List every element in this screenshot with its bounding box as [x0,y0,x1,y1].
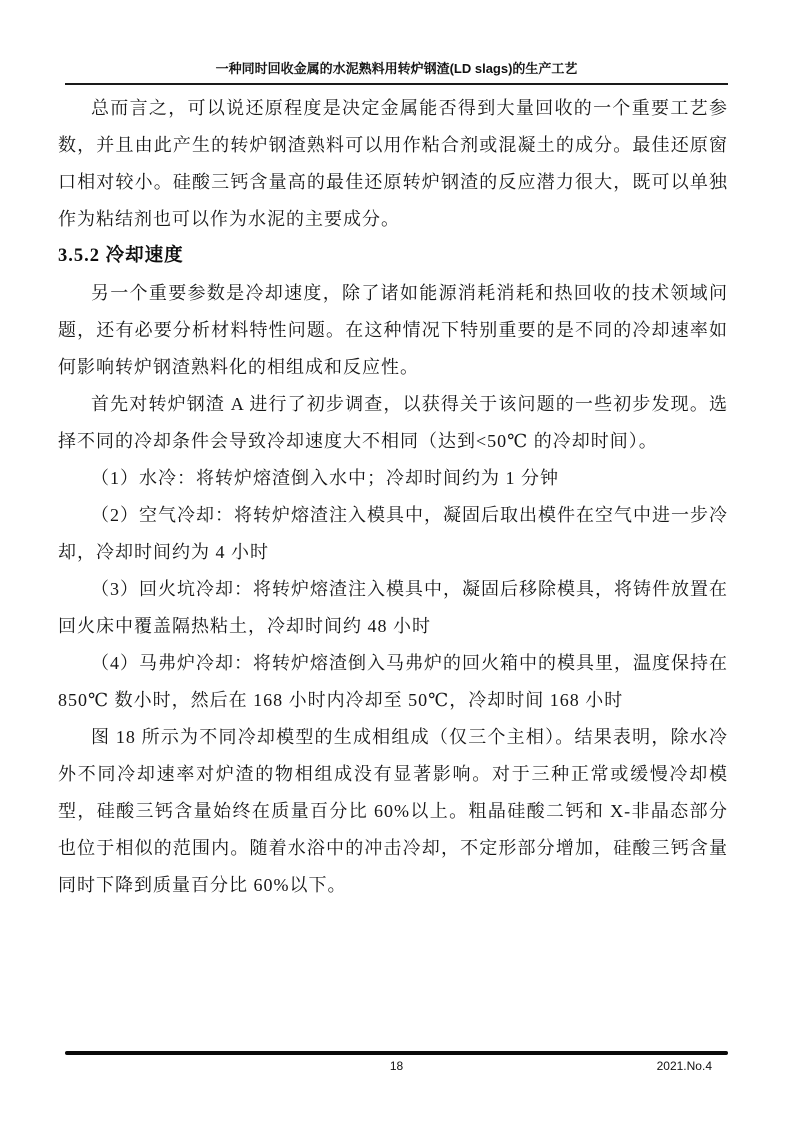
document-body [58,90,728,904]
paragraph-investigation: 首先对转炉钢渣 A 进行了初步调查，以获得关于该问题的一些初步发现。选择不同的冷却条件会导致冷却速度大不相同（达到<50℃ 的冷却时间）。 [58,394,728,451]
footer-page-number: 18 [389,1059,404,1073]
section-heading-3-5-2: 3.5.2 冷却速度 [58,246,184,266]
header-divider [65,83,728,85]
footer-divider [65,1051,728,1055]
running-header-title: 一种同时回收金属的水泥熟料用转炉钢渣(LD slags)的生产工艺 [215,61,578,76]
paragraph-cooling-intro: 另一个重要参数是冷却速度，除了诸如能源消耗消耗和热回收的技术领域问题，还有必要分析材料特性问题。在这种情况下特别重要的是不同的冷却速率如何影响转炉钢渣熟料化的相组成和反应性。 [58,283,728,377]
footer-issue-label: 2021.No.4 [656,1059,712,1073]
paragraph-summary: 总而言之，可以说还原程度是决定金属能否得到大量回收的一个重要工艺参数，并且由此产生的转炉钢渣熟料可以用作粘合剂或混凝土的成分。最佳还原窗口相对较小。硅酸三钙含量高的最佳还原转炉钢渣的反应潜力很大，既可以单独作为粘结剂也可以作为水泥的主要成分。 [58,98,728,229]
list-item-air-cooling: （2）空气冷却：将转炉熔渣注入模具中，凝固后取出模件在空气中进一步冷却，冷却时间约为 4 小时 [58,505,728,562]
list-item-water-cooling: （1）水冷：将转炉熔渣倒入水中；冷却时间约为 1 分钟 [91,468,559,488]
paragraph-results: 图 18 所示为不同冷却模型的生成相组成（仅三个主相）。结果表明，除水冷外不同冷却速率对炉渣的物相组成没有显著影响。对于三种正常或缓慢冷却模型，硅酸三钙含量始终在质量百分比 60%以上。粗晶硅酸二钙和 X-非晶态部分也位于相似的范围内。随着水浴中的冲击冷却，不定形部分增加，硅酸三钙含量同时下降到质量百分比 60%以下。 [58,727,728,895]
list-item-tempering-pit-cooling: （3）回火坑冷却：将转炉熔渣注入模具中，凝固后移除模具，将铸件放置在回火床中覆盖隔热粘土，冷却时间约 48 小时 [58,579,728,636]
list-item-muffle-furnace-cooling: （4）马弗炉冷却：将转炉熔渣倒入马弗炉的回火箱中的模具里，温度保持在 850℃ 数小时，然后在 168 小时内冷却至 50℃，冷却时间 168 小时 [58,653,728,710]
